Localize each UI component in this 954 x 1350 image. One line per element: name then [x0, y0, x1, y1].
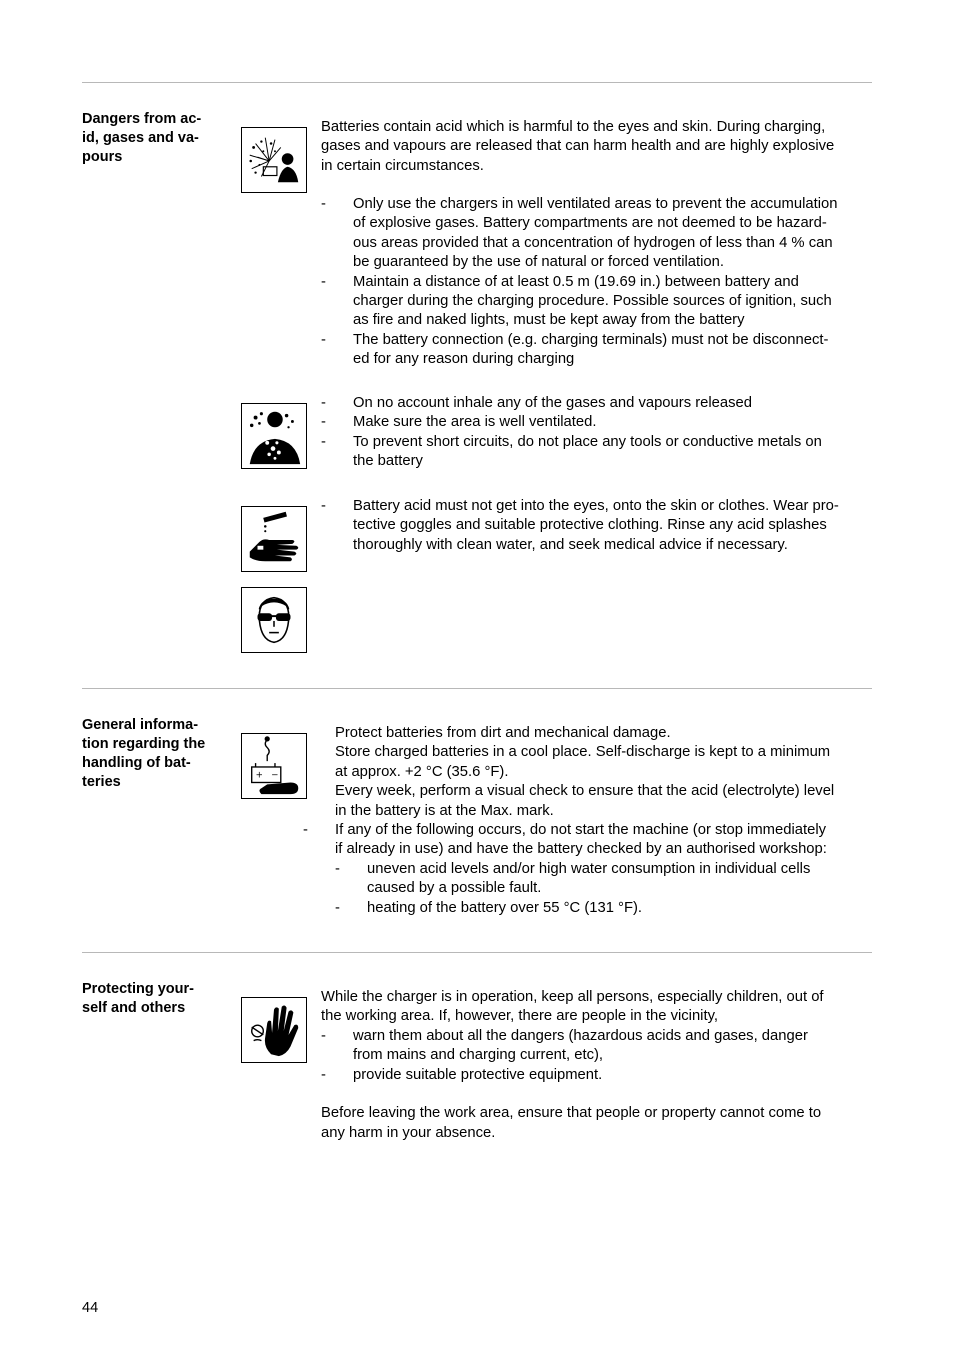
text-line: warn them about all the dangers (hazardous acids and gases, danger — [353, 1027, 808, 1044]
text-line: While the charger is in operation, keep all persons, especially children, out of — [321, 989, 824, 1005]
list-item — [321, 195, 873, 273]
battery-care-icon — [241, 733, 307, 799]
bullet-dash: - — [321, 498, 326, 514]
text-line: Protect batteries from dirt and mechanical damage. — [335, 725, 671, 741]
list-item — [321, 331, 873, 370]
text-line: charger during the charging procedure. Possible sources of ignition, such — [353, 293, 832, 310]
text-line: the working area. If, however, there are people in the vicinity, — [321, 1008, 718, 1025]
keep-away-hand-icon — [241, 997, 307, 1063]
list-item — [321, 413, 873, 432]
page-number: 44 — [82, 1300, 99, 1316]
text-line: be guaranteed by the use of natural or forced ventilation. — [353, 254, 724, 271]
bullet-dash: - — [321, 273, 326, 290]
section-heading-general — [82, 716, 218, 792]
toxic-gas-icon — [241, 403, 307, 469]
text-line: of explosive gases. Battery compartments are not deemed to be hazard- — [353, 215, 827, 232]
heading-line: General informa- — [82, 717, 199, 733]
text-line: Store charged batteries in a cool place. Self-discharge is kept to a minimum — [335, 744, 831, 761]
text-line: in the battery is at the Max. mark. — [335, 802, 554, 819]
list-item — [321, 1027, 873, 1066]
bullet-dash: - — [335, 860, 340, 877]
text-line: heating of the battery over 55 °C (131 °F). — [367, 899, 643, 916]
text-line: Make sure the area is well ventilated. — [353, 414, 597, 431]
text-line: To prevent short circuits, do not place any tools or conductive metals on — [353, 433, 822, 450]
text-line: the battery — [353, 453, 423, 470]
sub-list-item — [335, 860, 873, 899]
general-body — [303, 724, 873, 918]
text-line: Maintain a distance of at least 0.5 m (19.69 in.) between battery and — [353, 273, 799, 290]
section-divider — [82, 688, 872, 689]
heading-line: self and others — [82, 1000, 186, 1016]
heading-line: handling of bat- — [82, 755, 191, 771]
bullet-dash: - — [321, 1066, 326, 1083]
text-line: tective goggles and suitable protective clothing. Rinse any acid splashes — [353, 517, 827, 534]
section-divider — [82, 952, 872, 953]
list-item — [303, 821, 873, 918]
heading-line: id, gases and va- — [82, 130, 199, 146]
bullet-dash: - — [335, 899, 340, 916]
text-line: Every week, perform a visual check to ensure that the acid (electrolyte) level — [335, 783, 835, 800]
acid-list-protection — [321, 497, 873, 555]
bullet-dash: - — [321, 196, 326, 212]
text-line: ed for any reason during charging — [353, 351, 575, 368]
text-line: Batteries contain acid which is harmful to the eyes and skin. During charging, — [321, 119, 826, 135]
bullet-dash: - — [321, 395, 326, 411]
heading-line: teries — [82, 774, 121, 790]
list-item — [321, 433, 873, 472]
corrosive-hand-icon — [241, 506, 307, 572]
svg-text:+: + — [255, 770, 263, 781]
heading-line: Dangers from ac- — [82, 111, 202, 127]
bullet-dash: - — [303, 822, 308, 839]
text-line: as fire and naked lights, must be kept away from the battery — [353, 312, 745, 329]
section-heading-protect — [82, 980, 218, 1018]
text-line: any harm in your absence. — [321, 1124, 496, 1141]
text-line: in certain circumstances. — [321, 157, 484, 174]
acid-list-ventilation — [321, 195, 873, 370]
text-line: Before leaving the work area, ensure that people or property cannot come to — [321, 1105, 822, 1122]
sub-list-item — [335, 899, 873, 918]
list-item — [321, 497, 873, 555]
text-line: The battery connection (e.g. charging terminals) must not be disconnect- — [353, 331, 829, 348]
text-line: from mains and charging current, etc), — [353, 1047, 604, 1064]
text-line: provide suitable protective equipment. — [353, 1066, 603, 1083]
text-line: gases and vapours are released that can harm health and are highly explosive — [321, 138, 835, 155]
svg-text:−: − — [271, 770, 279, 781]
text-line: if already in use) and have the battery checked by an authorised workshop: — [335, 841, 827, 858]
text-line: Battery acid must not get into the eyes, onto the skin or clothes. Wear pro- — [353, 498, 839, 514]
text-line: at approx. +2 °C (35.6 °F). — [335, 763, 509, 780]
bullet-dash: - — [321, 414, 326, 431]
protect-body — [321, 988, 873, 1143]
heading-line: Protecting your- — [82, 981, 194, 997]
acid-intro — [321, 118, 873, 176]
heading-line: tion regarding the — [82, 736, 206, 752]
acid-list-inhalation — [321, 394, 873, 472]
list-item — [321, 394, 873, 413]
text-line: uneven acid levels and/or high water consumption in individual cells — [367, 860, 811, 877]
list-item — [321, 1066, 873, 1085]
bullet-dash: - — [321, 1027, 326, 1044]
text-line: ous areas provided that a concentration of hydrogen of less than 4 % can — [353, 234, 833, 251]
section-divider — [82, 82, 872, 83]
text-line: If any of the following occurs, do not start the machine (or stop immediately — [335, 822, 826, 839]
heading-line: pours — [82, 149, 123, 165]
explosion-icon — [241, 127, 307, 193]
text-line: caused by a possible fault. — [367, 880, 542, 897]
text-line: thoroughly with clean water, and seek medical advice if necessary. — [353, 536, 788, 553]
bullet-dash: - — [321, 433, 326, 450]
bullet-dash: - — [321, 331, 326, 348]
list-item — [321, 273, 873, 331]
text-line: On no account inhale any of the gases and vapours released — [353, 395, 752, 411]
section-heading-acid — [82, 110, 218, 167]
text-line: Only use the chargers in well ventilated areas to prevent the accumulation — [353, 196, 838, 212]
goggles-face-icon — [241, 587, 307, 653]
